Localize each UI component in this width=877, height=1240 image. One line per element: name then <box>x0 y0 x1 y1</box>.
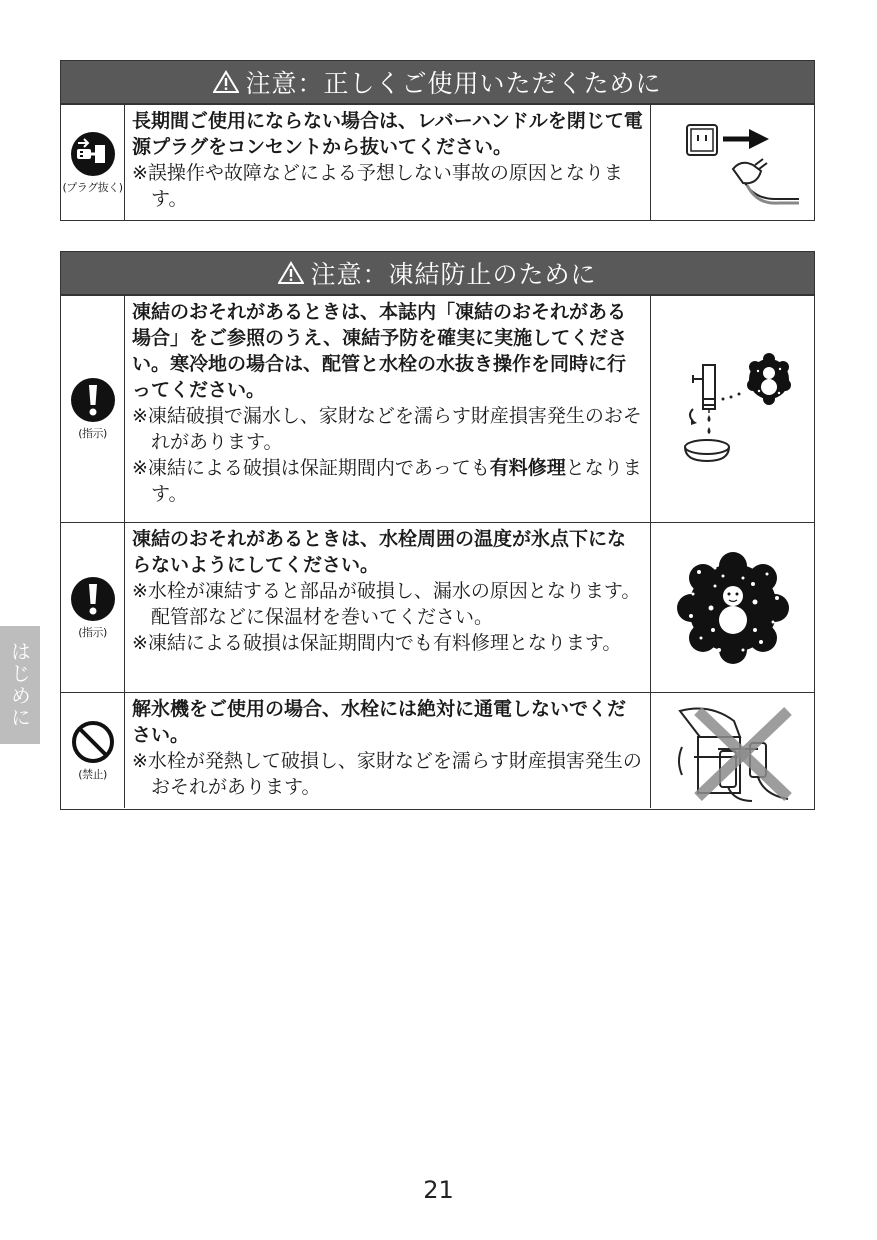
deicer-prohibited-illustration <box>650 693 814 808</box>
faucet-drip-snowman-illustration <box>650 296 814 522</box>
note-text: ※誤操作や故障などによる予想しない事故の原因となります。 <box>132 162 623 210</box>
symbol-caption: (プラグ抜く) <box>62 180 123 194</box>
note-text: ※水栓が発熱して破損し、家財などを濡らす財産損害発生のおそれがあります。 <box>132 750 642 798</box>
instruction-icon <box>70 377 116 423</box>
caution-title: 注意：凍結防止のために <box>310 260 597 289</box>
symbol-caption: (指示) <box>78 427 107 440</box>
note-text-part: ※凍結による破損は保証期間内であっても <box>132 457 490 479</box>
note-text: ※凍結破損で漏水し、家財などを濡らす財産損害発生のおそれがあります。 <box>132 405 642 453</box>
note-text: ※凍結による破損は保証期間内でも有料修理となります。 <box>132 632 622 654</box>
symbol-caption: (指示) <box>78 625 107 639</box>
caution-row <box>61 522 814 692</box>
symbol-cell <box>61 523 125 692</box>
caution-header <box>61 252 814 295</box>
warning-triangle-icon <box>278 261 304 285</box>
text-cell <box>125 296 650 522</box>
prohibition-icon <box>71 720 115 764</box>
plug-outlet-illustration <box>650 105 814 220</box>
text-cell <box>125 105 650 220</box>
caution-title: 注意：正しくご使用いただくために <box>245 69 662 98</box>
unplug-icon <box>70 131 116 177</box>
warning-triangle-icon <box>213 70 239 94</box>
main-instruction: 凍結のおそれがあるときは、本誌内「凍結のおそれがある場合」をご参照のうえ、凍結予防を確実に実施してください。寒冷地の場合は、配管と水栓の水抜き操作を同時に行ってください。 <box>132 301 628 401</box>
caution-row <box>61 692 814 808</box>
caution-box-usage <box>60 60 815 221</box>
text-cell <box>125 693 650 808</box>
symbol-cell <box>61 296 125 522</box>
note-text <box>132 455 644 507</box>
page-number: 21 <box>423 1176 454 1204</box>
note-text-part: となります。 <box>151 457 642 505</box>
snowman-snow-illustration <box>650 523 814 692</box>
instruction-icon <box>70 576 116 622</box>
caution-row <box>61 104 814 220</box>
caution-row <box>61 295 814 522</box>
caution-header <box>61 61 814 104</box>
main-instruction: 長期間ご使用にならない場合は、レバーハンドルを閉じて電源プラグをコンセントから抜いてください。 <box>132 110 643 158</box>
symbol-caption: (禁止) <box>78 767 107 781</box>
caution-box-freeze <box>60 251 815 810</box>
section-side-tab: はじめに <box>0 626 40 744</box>
symbol-cell <box>61 693 125 808</box>
main-instruction: 解氷機をご使用の場合、水栓には絶対に通電しないでください。 <box>132 698 627 746</box>
main-instruction: 凍結のおそれがあるときは、水栓周囲の温度が氷点下にならないようにしてください。 <box>132 528 627 576</box>
note-text: ※水栓が凍結すると部品が破損し、漏水の原因となります。配管部などに保温材を巻いてください。 <box>132 580 641 628</box>
symbol-cell <box>61 105 125 220</box>
note-text-emphasis: 有料修理 <box>489 457 566 479</box>
text-cell <box>125 523 650 692</box>
